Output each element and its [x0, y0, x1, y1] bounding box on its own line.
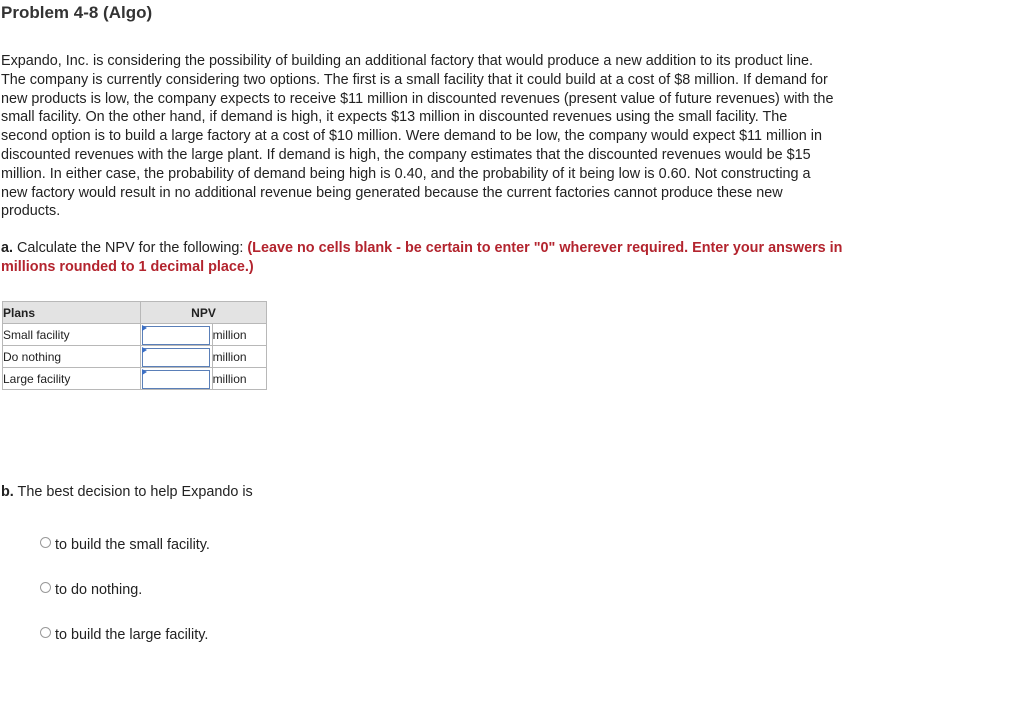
option-label: to do nothing. [55, 582, 143, 598]
radio-button[interactable] [40, 582, 51, 593]
npv-cell-large-facility [141, 368, 213, 390]
option-label: to build the small facility. [55, 537, 210, 553]
row-label-large-facility: Large facility [3, 368, 141, 390]
part-a-instruction-cont: millions rounded to 1 decimal place.) [1, 259, 254, 275]
problem-text-line: Expando, Inc. is considering the possibility of building an additional factory that would produce a new addition to its product line. [1, 53, 813, 69]
part-a-question [1, 239, 1001, 277]
option-label: to build the large facility. [55, 627, 209, 643]
problem-text-line: products. [1, 203, 61, 220]
table-row [3, 324, 267, 346]
option-small-facility[interactable] [40, 537, 210, 553]
problem-text-line: new products is low, the company expects to receive $11 million in discounted revenues (present value of future revenues) with the [1, 90, 834, 107]
problem-text-line: second option is to build a large factory at a cost of $10 million. Were demand to be low, the company would expect $11 million in [1, 128, 822, 145]
problem-text-line: The company is currently considering two options. The first is a small facility that it could build at a cost of $8 million. If demand for [1, 71, 828, 88]
npv-cell-do-nothing [141, 346, 213, 368]
part-a-label: a. [1, 240, 14, 256]
radio-button[interactable] [40, 537, 51, 548]
cell-marker-icon [142, 347, 147, 353]
part-a-instruction: (Leave no cells blank - be certain to enter "0" wherever required. Enter your answers in [247, 240, 843, 256]
part-b-text: The best decision to help Expando is [13, 484, 253, 500]
npv-input-small-facility[interactable] [142, 326, 210, 345]
row-label-do-nothing: Do nothing [3, 346, 141, 368]
npv-cell-small-facility [141, 324, 213, 346]
table-row [3, 346, 267, 368]
part-a-text: Calculate the NPV for the following: [13, 240, 248, 256]
part-b-question [1, 484, 253, 500]
radio-button[interactable] [40, 627, 51, 638]
option-large-facility[interactable] [40, 627, 208, 643]
table-header-row [3, 302, 267, 324]
problem-text-line: new factory would result in no additional revenue being generated because the current factories cannot produce these new [1, 184, 783, 201]
npv-input-do-nothing[interactable] [142, 348, 210, 367]
table-row [3, 368, 267, 390]
page-title: Problem 4-8 (Algo) [1, 3, 153, 22]
col-header-plans: Plans [3, 302, 141, 324]
part-a-line-1 [1, 239, 1001, 258]
problem-text-line: small facility. On the other hand, if demand is high, it expects $13 million in discounted revenues using the small facility. The [1, 109, 788, 126]
unit-label: million [212, 324, 266, 346]
problem-text-line: discounted revenues with the large plant. If demand is high, the company estimates that the discounted revenues would be $15 [1, 146, 811, 163]
npv-input-large-facility[interactable] [142, 370, 210, 389]
option-do-nothing[interactable] [40, 582, 142, 598]
npv-table [2, 301, 267, 390]
unit-label: million [212, 346, 266, 368]
col-header-npv: NPV [141, 302, 267, 324]
cell-marker-icon [142, 369, 147, 375]
problem-text-line: million. In either case, the probability of demand being high is 0.40, and the probability of it being low is 0.60. Not constructing a [1, 165, 811, 182]
part-b-label: b. [1, 484, 14, 500]
unit-label: million [212, 368, 266, 390]
row-label-small-facility: Small facility [3, 324, 141, 346]
problem-text [1, 52, 1001, 221]
cell-marker-icon [142, 325, 147, 331]
